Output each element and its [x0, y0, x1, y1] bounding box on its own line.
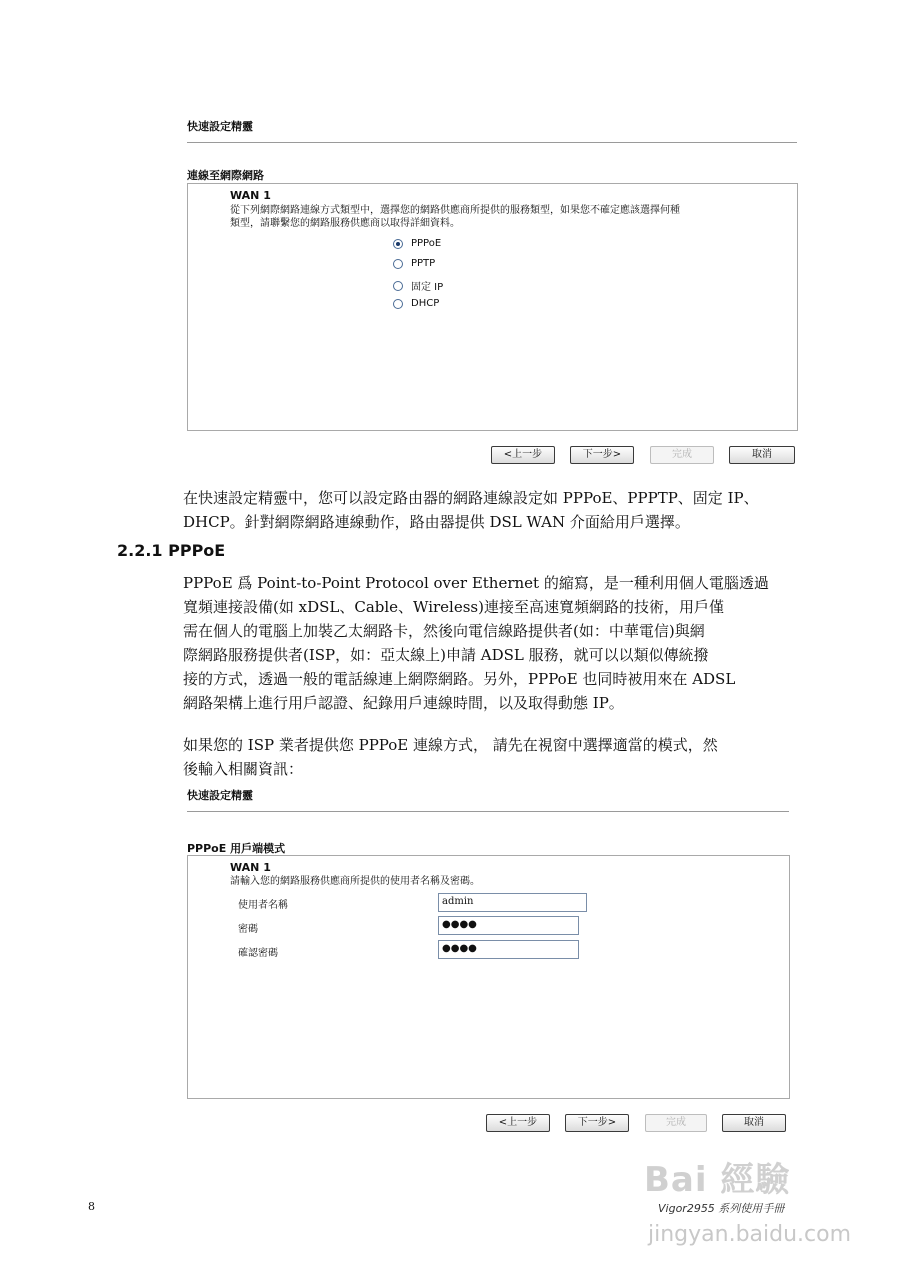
confirm-password-input[interactable]: ●●●●	[438, 940, 579, 959]
manual-title: Vigor2955 系列使用手冊	[658, 1202, 785, 1215]
wizard2-back-button[interactable]: <上一步	[486, 1114, 550, 1132]
paragraph2-line: 際網路服務提供者(ISP，如：亞太線上)申請 ADSL 服務，就可以以類似傳統撥	[183, 646, 709, 664]
radio-label: PPPoE	[411, 238, 442, 249]
username-input[interactable]: admin	[438, 893, 587, 912]
page-number: 8	[88, 1200, 95, 1213]
wizard2-section-title: PPPoE 用戶端模式	[187, 842, 286, 855]
radio-option-pppoe[interactable]	[393, 238, 441, 249]
paragraph3-line2: 後輸入相關資訊：	[183, 760, 304, 778]
wizard2-panel	[187, 855, 790, 1099]
paragraph1-line1: 在快速設定精靈中，您可以設定路由器的網路連線設定如 PPPoE、PPPTP、固定 IP、	[183, 489, 759, 507]
wizard2-description: 請輸入您的網路服務供應商所提供的使用者名稱及密碼。	[230, 876, 480, 887]
radio-option-pptp[interactable]	[393, 258, 435, 269]
confirm-password-label: 確認密碼	[238, 948, 278, 959]
wizard1-wan-label: WAN 1	[230, 189, 271, 202]
username-label: 使用者名稱	[238, 900, 288, 911]
wizard1-section-title: 連線至網際網路	[187, 169, 264, 182]
wizard1-back-button[interactable]: <上一步	[491, 446, 555, 464]
watermark-brand: Bai 經驗	[644, 1160, 791, 1200]
wizard1-description-line2: 類型，請聯繫您的網路服務供應商以取得詳細資料。	[230, 218, 460, 229]
wizard2-wan-label: WAN 1	[230, 861, 271, 874]
radio-label: DHCP	[411, 298, 440, 309]
wizard1-finish-button[interactable]: 完成	[650, 446, 714, 464]
watermark-url: jingyan.baidu.com	[648, 1222, 852, 1247]
radio-pppoe-checked-icon[interactable]	[393, 239, 403, 249]
paragraph2-line: 需在個人的電腦上加裝乙太網路卡，然後向電信線路提供者(如：中華電信)與網	[183, 622, 705, 640]
paragraph2-line: 網路架構上進行用戶認證、紀錄用戶連線時間，以及取得動態 IP。	[183, 694, 624, 712]
password-label: 密碼	[238, 924, 258, 935]
wizard2-finish-button[interactable]: 完成	[645, 1114, 707, 1132]
wizard1-title: 快速設定精靈	[187, 120, 253, 133]
wizard2-divider	[187, 811, 789, 812]
wizard1-cancel-button[interactable]: 取消	[729, 446, 795, 464]
paragraph2-line: 寬頻連接設備(如 xDSL、Cable、Wireless)連接至高速寬頻網路的技術，用戶僅	[183, 598, 724, 616]
wizard1-description-line1: 從下列網際網路連線方式類型中，選擇您的網路供應商所提供的服務類型，如果您不確定應該選擇何種	[230, 205, 680, 216]
wizard2-cancel-button[interactable]: 取消	[722, 1114, 786, 1132]
radio-static-ip-icon[interactable]	[393, 281, 403, 291]
paragraph3-line1: 如果您的 ISP 業者提供您 PPPoE 連線方式， 請先在視窗中選擇適當的模式，然	[183, 736, 718, 754]
password-input[interactable]: ●●●●	[438, 916, 579, 935]
section-heading: 2.2.1 PPPoE	[117, 541, 226, 560]
wizard1-next-button[interactable]: 下一步>	[570, 446, 634, 464]
radio-option-static-ip[interactable]	[393, 278, 443, 293]
radio-dhcp-icon[interactable]	[393, 299, 403, 309]
wizard2-title: 快速設定精靈	[187, 789, 253, 802]
paragraph2-line: PPPoE 爲 Point-to-Point Protocol over Ethernet 的縮寫，是一種利用個人電腦透過	[183, 574, 769, 592]
radio-label: PPTP	[411, 258, 436, 269]
paragraph2-line: 接的方式，透過一般的電話線連上網際網路。另外，PPPoE 也同時被用來在 ADSL	[183, 670, 736, 688]
wizard1-panel	[187, 183, 798, 431]
radio-label: 固定 IP	[411, 282, 444, 293]
radio-pptp-icon[interactable]	[393, 259, 403, 269]
radio-option-dhcp[interactable]	[393, 298, 439, 309]
paragraph1-line2: DHCP。針對網際網路連線動作，路由器提供 DSL WAN 介面給用戶選擇。	[183, 513, 690, 531]
wizard1-divider	[187, 142, 797, 143]
wizard2-next-button[interactable]: 下一步>	[565, 1114, 629, 1132]
